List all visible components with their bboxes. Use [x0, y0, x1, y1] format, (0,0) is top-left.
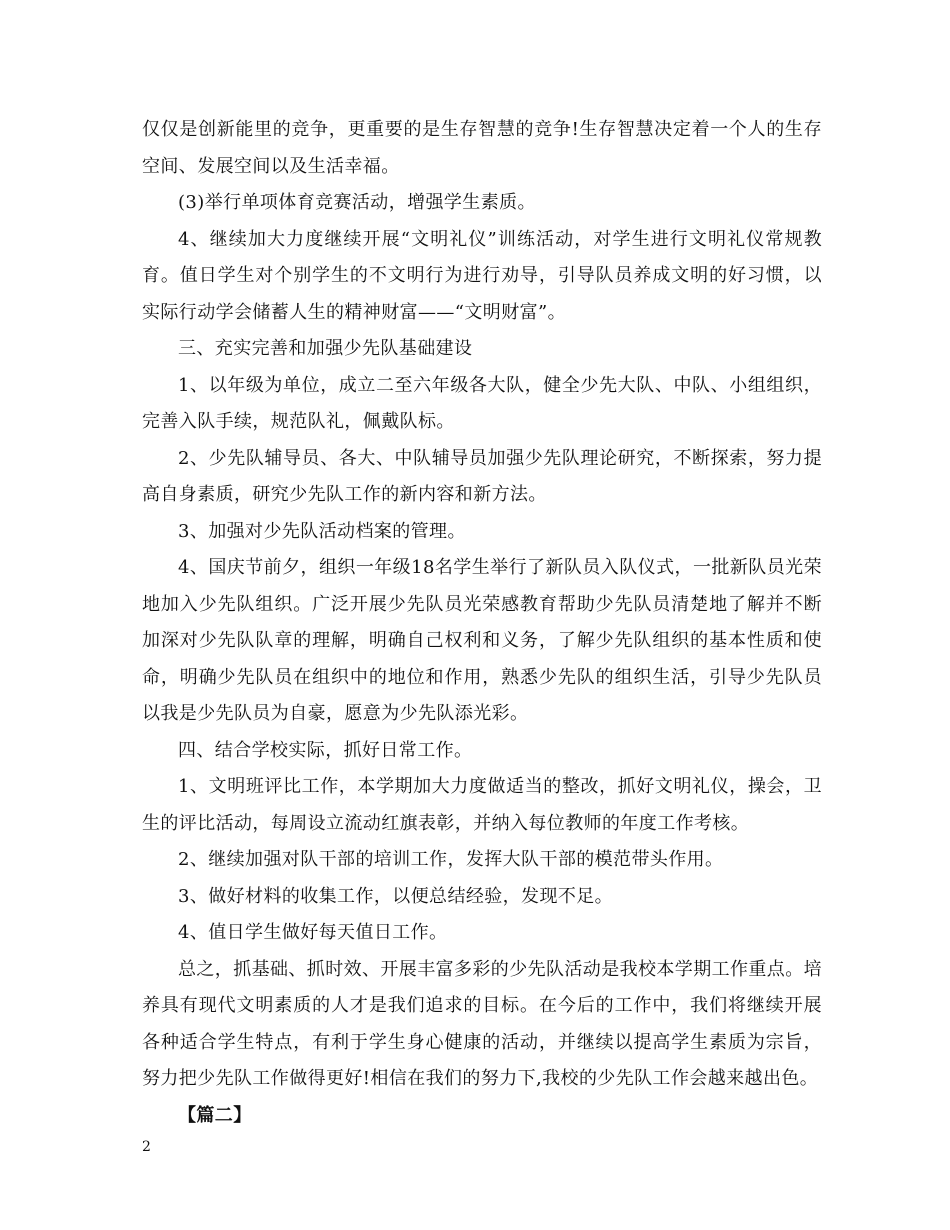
part-two-marker: 【篇二】	[178, 1104, 252, 1126]
section-heading-3: 三、充实完善和加强少先队基础建设	[178, 338, 473, 359]
paragraph-3-2: 2、少先队辅导员、各大、中队辅导员加强少先队理论研究，不断探索，努力提高自身素质，研究少先队工作的新内容和新方法。	[142, 447, 822, 505]
paragraph-continuation: 仅仅是创新能里的竞争，更重要的是生存智慧的竞争!生存智慧决定着一个人的生存空间、发展空间以及生活幸福。	[142, 119, 822, 177]
paragraph-item-4-etiquette: 4、继续加大力度继续开展“文明礼仪”训练活动，对学生进行文明礼仪常规教育。值日学生对个别学生的不文明行为进行劝导，引导队员养成文明的好习惯，以实际行动学会储蓄人生的精神财富——“文明财富”。	[142, 228, 822, 323]
document-body	[142, 112, 822, 1134]
section-heading-4: 四、结合学校实际，抓好日常工作。	[178, 739, 473, 761]
paragraph-3-3: 3、加强对少先队活动档案的管理。	[178, 520, 466, 542]
paragraph-item-3: (3)举行单项体育竞赛活动，增强学生素质。	[178, 192, 536, 213]
paragraph-summary: 总之，抓基础、抓时效、开展丰富多彩的少先队活动是我校本学期工作重点。培养具有现代文明素质的人才是我们追求的目标。在今后的工作中，我们将继续开展各种适合学生特点，有利于学生身心健康的活动，并继续以提高学生素质为宗旨，努力把少先队工作做得更好!相信在我们的努力下,我校的少先队工作会越来越出色。	[142, 958, 822, 1089]
paragraph-4-2: 2、继续加强对队干部的培训工作，发挥大队干部的模范带头作用。	[178, 849, 724, 870]
paragraph-3-4: 4、国庆节前夕，组织一年级18名学生举行了新队员入队仪式，一批新队员光荣地加入少先队组织。广泛开展少先队员光荣感教育帮助少先队员清楚地了解并不断加深对少先队队章的理解，明确自己权利和义务，了解少先队组织的基本性质和使命，明确少先队员在组织中的地位和作用，熟悉少先队的组织生活，引导少先队员以我是少先队员为自豪，愿意为少先队添光彩。	[142, 557, 822, 724]
page-number: 2	[142, 1139, 151, 1155]
paragraph-4-1: 1、文明班评比工作，本学期加大力度做适当的整改，抓好文明礼仪，操会，卫生的评比活动，每周设立流动红旗表彰，并纳入每位教师的年度工作考核。	[142, 776, 822, 834]
paragraph-4-4: 4、值日学生做好每天值日工作。	[178, 922, 448, 943]
paragraph-4-3: 3、做好材料的收集工作，以便总结经验，发现不足。	[178, 885, 614, 907]
paragraph-3-1: 1、以年级为单位，成立二至六年级各大队，健全少先大队、中队、小组组织，完善入队手续，规范队礼，佩戴队标。	[142, 374, 822, 432]
